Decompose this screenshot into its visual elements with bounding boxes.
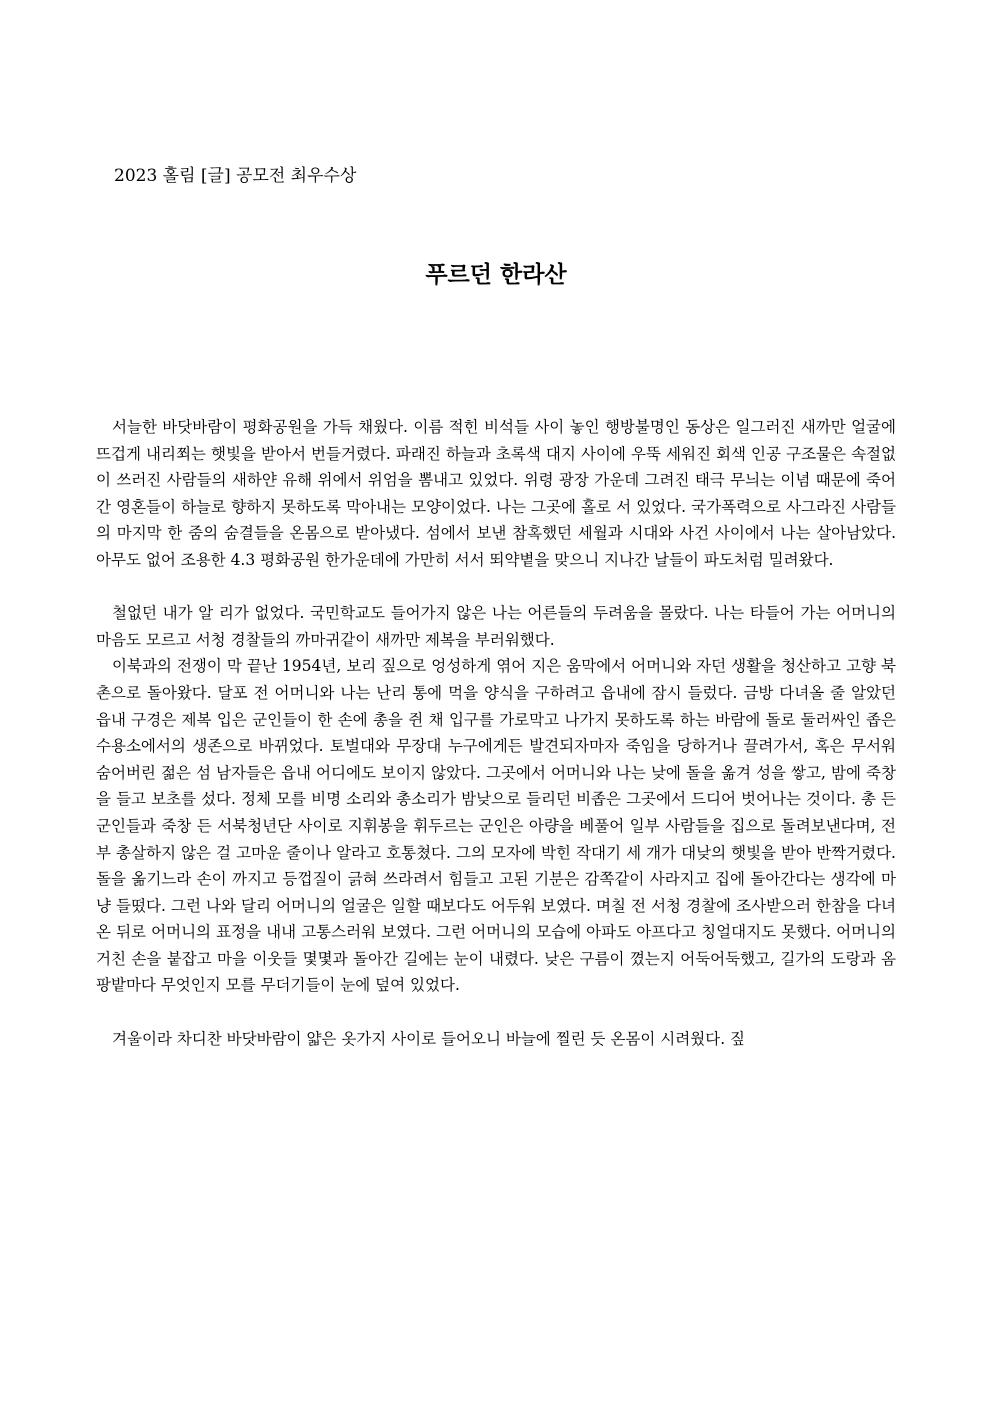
story-title: 푸르던 한라산 — [425, 261, 567, 288]
paragraph-4: 겨울이라 차디찬 바닷바람이 얇은 옷가지 사이로 들어오니 바늘에 찔린 듯 온몸이 시려웠다. 짚 — [112, 1029, 746, 1048]
award-header: 2023 홀림 [글] 공모전 최우수상 — [114, 166, 357, 186]
paragraph-1: 서늘한 바닷바람이 평화공원을 가득 채웠다. 이름 적힌 비석들 사이 놓인 행방불명인 동상은 일그러진 새까만 얼굴에 뜨겁게 내리쬐는 햇빛을 받아서 번들거렸다. 파래진 하늘과 초록색 대지 사이에 우뚝 세워진 회색 인공 구조물은 속절없이 쓰러진 사람들의 새하얀 유해 위에서 위엄을 뽐내고 있었다. 위령 광장 가운데 그려진 태극 무늬는 이념 때문에 죽어간 영혼들이 하늘로 향하지 못하도록 막아내는 모양이었다. 나는 그곳에 홀로 서 있었다. 국가폭력으로 사그라진 사람들의 마지막 한 줌의 숨결들을 온몸으로 받아냈다. 섬에서 보낸 참혹했던 세월과 시대와 사건 사이에서 나는 살아남았다. 아무도 없어 조용한 4.3 평화공원 한가운데에 가만히 서서 뙤약볕을 맞으니 지나간 날들이 파도처럼 밀려왔다. — [96, 418, 896, 569]
story-body — [96, 414, 896, 1052]
paragraph-3: 이북과의 전쟁이 막 끝난 1954년, 보리 짚으로 엉성하게 엮어 지은 움막에서 어머니와 자던 생활을 청산하고 고향 북촌으로 돌아왔다. 달포 전 어머니와 나는 난리 통에 먹을 양식을 구하려고 읍내에 잠시 들렀다. 금방 다녀올 줄 알았던 읍내 구경은 제복 입은 군인들이 한 손에 총을 쥔 채 입구를 가로막고 나가지 못하도록 하는 바람에 돌로 둘러싸인 좁은 수용소에서의 생존으로 바뀌었다. 토벌대와 무장대 누구에게든 발견되자마자 죽임을 당하거나 끌려가서, 혹은 무서워 숨어버린 젊은 섬 남자들은 읍내 어디에도 보이지 않았다. 그곳에서 어머니와 나는 낮에 돌을 옮겨 성을 쌓고, 밤에 죽창을 들고 보초를 섰다. 정체 모를 비명 소리와 총소리가 밤낮으로 들리던 비좁은 그곳에서 드디어 벗어나는 것이다. 총 든 군인들과 죽창 든 서북청년단 사이로 지휘봉을 휘두르는 군인은 아량을 베풀어 일부 사람들을 집으로 돌려보낸다며, 전부 총살하지 않은 걸 고마운 줄이나 알라고 호통쳤다. 그의 모자에 박힌 작대기 세 개가 대낮의 햇빛을 받아 반짝거렸다. 돌을 옮기느라 손이 까지고 등껍질이 긁혀 쓰라려서 힘들고 고된 기분은 감쪽같이 사라지고 집에 돌아간다는 생각에 마냥 들떴다. 그런 나와 달리 어머니의 얼굴은 일할 때보다도 어두워 보였다. 며칠 전 서청 경찰에 조사받으러 한참을 다녀온 뒤로 어머니의 표정을 내내 고통스러워 보였다. 그런 어머니의 모습에 아파도 아프다고 칭얼대지도 못했다. 어머니의 거친 손을 붙잡고 마을 이웃들 몇몇과 돌아간 길에는 눈이 내렸다. 낮은 구름이 꼈는지 어둑어둑했고, 길가의 도랑과 옴팡밭마다 무엇인지 모를 무더기들이 눈에 덮여 있었다. — [96, 657, 896, 995]
paragraph-2: 철없던 내가 알 리가 없었다. 국민학교도 들어가지 않은 나는 어른들의 두려움을 몰랐다. 나는 타들어 가는 어머니의 마음도 모르고 서청 경찰들의 까마귀같이 새까만 제복을 부러워했다. — [96, 604, 896, 649]
